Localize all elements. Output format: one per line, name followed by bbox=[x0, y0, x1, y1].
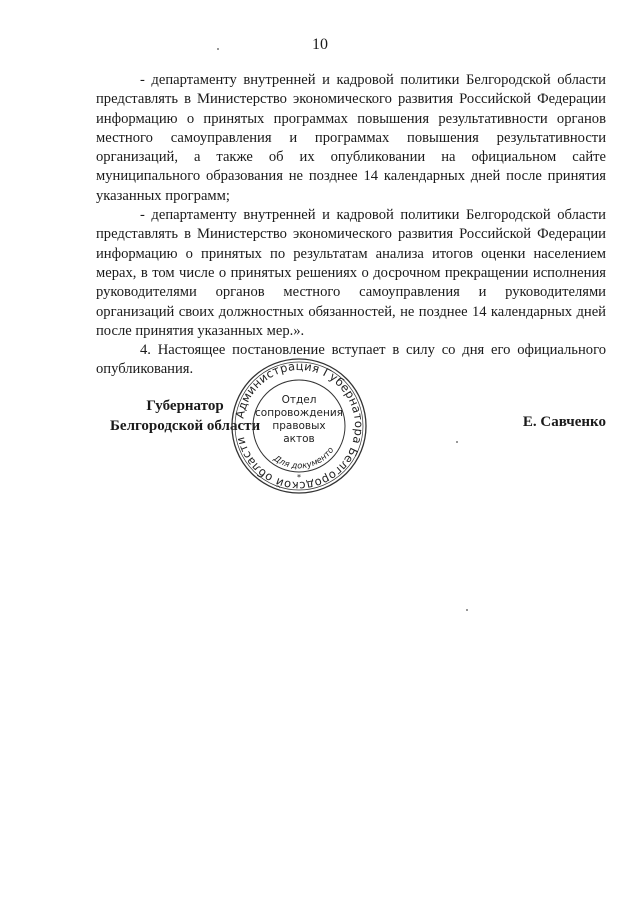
scan-speck bbox=[466, 609, 468, 611]
signatory-title-line2: Белгородской области bbox=[110, 418, 261, 434]
page-number: 10 bbox=[312, 36, 328, 53]
seal-line-2: сопровождения bbox=[255, 407, 343, 419]
signatory-name: Е. Савченко bbox=[522, 414, 606, 430]
signatory-title-line1: Губернатор bbox=[146, 398, 224, 414]
document-body bbox=[96, 71, 606, 380]
official-seal bbox=[229, 356, 369, 496]
seal-ring-text: Администрация Губернатора Белгородской области bbox=[232, 358, 367, 494]
seal-line-4: актов bbox=[283, 433, 315, 445]
paragraph-3: 4. Настоящее постановление вступает в силу со дня его официального опубликования. bbox=[96, 342, 606, 378]
seal-center-text bbox=[251, 394, 347, 446]
paragraph-2: - департаменту внутренней и кадровой политики Белгородской области представлять в Министерство экономического развития Российской Федерации информацию о принятых по результатам анализа итогов оценки населением мерах, в том числе о принятых решениях о досрочном прекращении исполнения руководителями органов местного самоуправления и руководителями организаций своих должностных обязанностей, не позднее 14 календарных дней после принятия указанных мер.». bbox=[96, 207, 606, 339]
seal-bottom-text: Для документо bbox=[271, 445, 337, 472]
seal-line-1: Отдел bbox=[281, 394, 317, 406]
seal-star: * bbox=[297, 473, 301, 482]
scan-speck bbox=[217, 48, 219, 50]
scan-speck bbox=[456, 441, 458, 443]
seal-line-3: правовых bbox=[272, 420, 326, 432]
paragraph-1: - департаменту внутренней и кадровой политики Белгородской области представлять в Министерство экономического развития Российской Федерации информацию о принятых программах повышения результативности органов местного самоуправления и программах повышения результативности организаций, а также об их опубликовании на официальном сайте муниципального образования не позднее 14 календарных дней после принятия указанных программ; bbox=[96, 72, 606, 204]
